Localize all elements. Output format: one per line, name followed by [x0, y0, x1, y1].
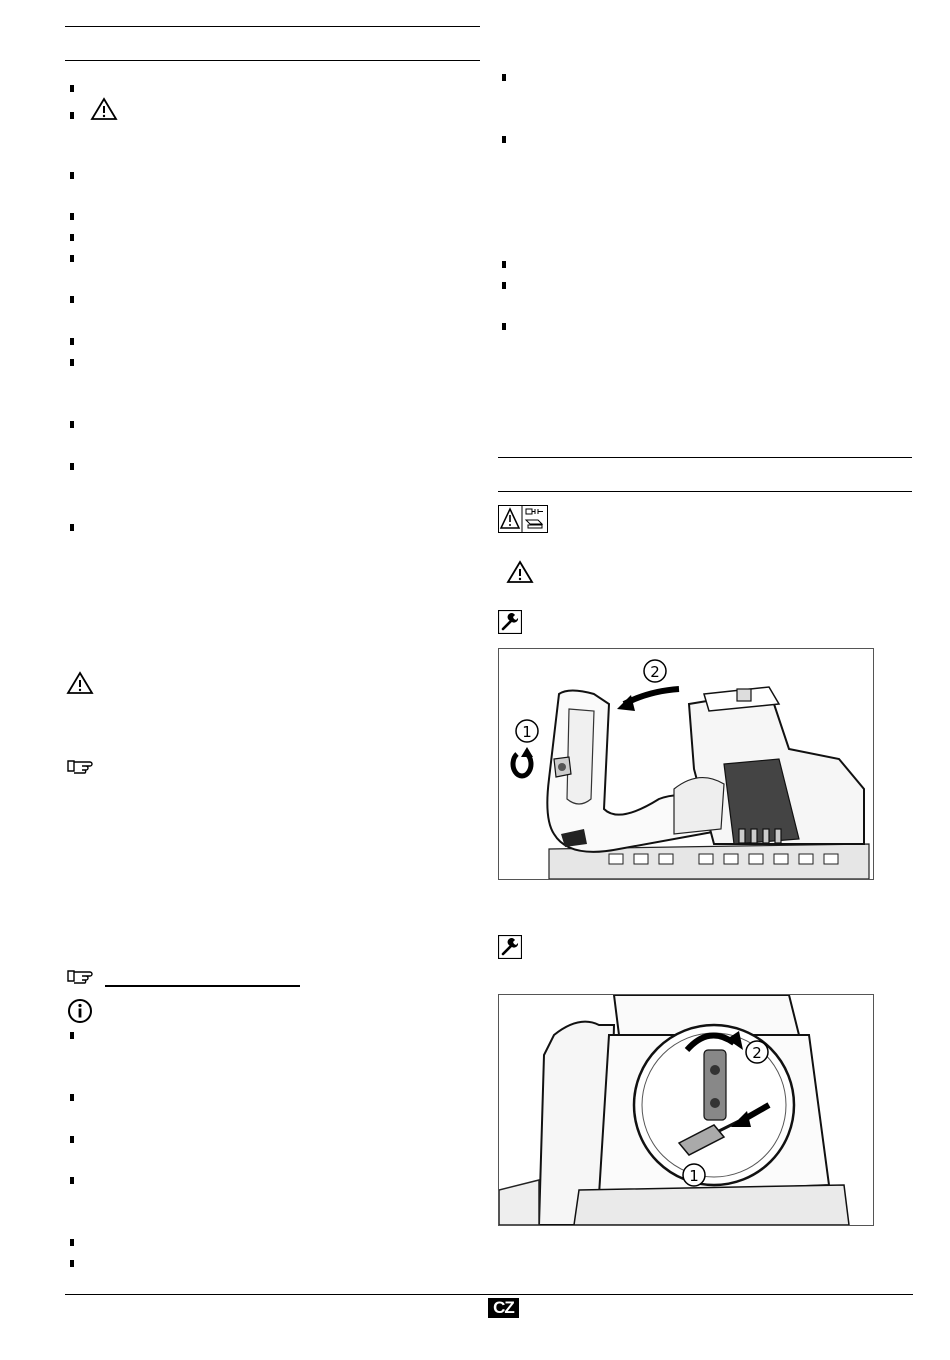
list-bullet — [70, 1177, 74, 1184]
list-bullet — [70, 1094, 74, 1101]
figure-label-2: 2 — [650, 663, 660, 681]
wrench-icon — [498, 935, 522, 959]
section-rule-top — [498, 457, 912, 458]
section-rule-top — [65, 26, 480, 27]
list-bullet — [70, 524, 74, 531]
list-bullet — [502, 282, 506, 289]
heading-underline — [105, 985, 300, 987]
section-rule-bottom — [498, 491, 912, 492]
list-bullet — [70, 1260, 74, 1267]
warning-triangle-icon — [506, 560, 534, 584]
list-bullet — [502, 136, 506, 143]
figure-label-1: 1 — [522, 723, 532, 741]
figure-open-handle — [498, 648, 874, 880]
list-bullet — [70, 1239, 74, 1246]
list-bullet — [502, 261, 506, 268]
list-bullet — [70, 1136, 74, 1143]
list-bullet — [70, 421, 74, 428]
list-bullet — [70, 172, 74, 179]
list-bullet — [502, 323, 506, 330]
list-bullet — [70, 85, 74, 92]
warning-triangle-icon — [66, 671, 94, 695]
figure-label-1: 1 — [689, 1167, 699, 1185]
pointing-hand-icon — [66, 966, 96, 986]
list-bullet — [70, 296, 74, 303]
list-bullet — [70, 359, 74, 366]
footer-rule — [65, 1294, 913, 1295]
info-circle-icon — [67, 998, 93, 1024]
unplug-before-work-icon — [498, 505, 548, 533]
list-bullet — [70, 463, 74, 470]
language-badge: CZ — [488, 1298, 519, 1318]
list-bullet — [70, 255, 74, 262]
pointing-hand-icon — [66, 756, 96, 776]
wrench-icon — [498, 610, 522, 634]
list-bullet — [70, 234, 74, 241]
list-bullet — [70, 1032, 74, 1039]
list-bullet — [70, 213, 74, 220]
section-rule-bottom — [65, 60, 480, 61]
list-bullet — [70, 338, 74, 345]
figure-blade-removal — [498, 994, 874, 1226]
list-bullet — [70, 112, 74, 119]
figure-label-2: 2 — [752, 1044, 762, 1062]
list-bullet — [502, 74, 506, 81]
warning-triangle-icon — [90, 97, 118, 121]
